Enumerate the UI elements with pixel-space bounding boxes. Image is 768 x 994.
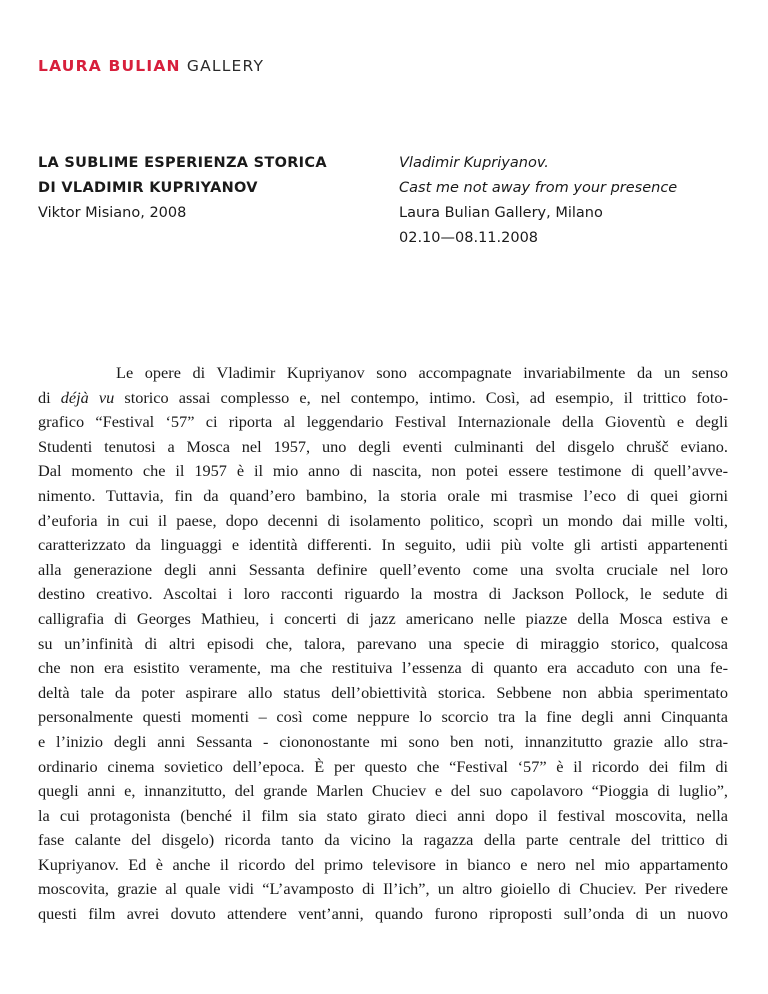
body-line: questi film avrei dovuto attendere vent’anni, quando furono riproposti sull’onda di un nuovo [38, 904, 728, 924]
body-line [38, 951, 728, 976]
body-line: moscovita, grazie al quale vidi “L’avamposto di Il’ich”, un altro gioiello di Chuciev. Per rivedere [38, 879, 728, 899]
body-line: Dal momento che il 1957 è il mio anno di nascita, non potei essere testimone di quell’avve- [38, 461, 728, 481]
body-line: Kupriyanov. Ed è anche il ricordo del primo televisore in bianco e nero nel mio appartamento [38, 854, 728, 874]
article-body [38, 361, 728, 976]
brand-suffix: GALLERY [180, 57, 265, 75]
body-line [38, 386, 728, 411]
body-line: su un’infinità di altri episodi che, talora, parevano una specie di miraggio storico, qualcosa [38, 633, 728, 653]
body-line: Studenti tenutosi a Mosca nel 1957, uno degli eventi culminanti del disgelo chrušč eviano. [38, 436, 728, 456]
body-line: d’euforia in cui il paese, dopo decenni di isolamento politico, scoprì un mondo dai mille volti, [38, 510, 728, 530]
exhibition-artist: Vladimir Kupriyanov. [399, 155, 549, 171]
body-line: quegli anni e, innanzitutto, del grande Marlen Chuciev e del suo capolavoro “Pioggia di luglio”, [38, 781, 728, 801]
body-line: destino creativo. Ascoltai i loro racconti riguardo la mostra di Jackson Pollock, le sedute di [38, 584, 728, 604]
article-title-line-1: LA SUBLIME ESPERIENZA STORICA [38, 155, 327, 171]
body-line [38, 927, 728, 952]
body-line: fase calante del disgelo) ricorda tanto da vicino la ragazza della parte centrale del trittico di [38, 830, 728, 850]
gallery-logo [38, 57, 264, 75]
article-heading [38, 151, 378, 226]
exhibition-venue: Laura Bulian Gallery, Milano [399, 205, 603, 221]
body-line: ordinario cinema sovietico dell’epoca. È per questo che “Festival ‘57” è il ricordo dei film di [38, 756, 728, 776]
brand-name: LAURA BULIAN [38, 57, 181, 75]
body-line: Le opere di Vladimir Kupriyanov sono accompagnate invariabilmente da un senso [116, 363, 728, 382]
body-line: calligrafia di Georges Mathieu, i concerti di jazz americano nelle piazze della Mosca estiva e [38, 608, 728, 628]
exhibition-title: Cast me not away from your presence [399, 180, 678, 196]
body-line: personalmente questi momenti – così come neppure lo scorcio tra la fine degli anni Cinquanta [38, 707, 728, 727]
exhibition-dates: 02.10—08.11.2008 [399, 230, 539, 246]
author-date: Viktor Misiano, 2008 [38, 205, 187, 221]
exhibition-info [399, 151, 759, 251]
body-text-fragment: storico assai complesso e, nel contempo, intimo. Così, ad esempio, il trittico foto- [114, 387, 728, 407]
body-line: deltà tale da poter aspirare allo status dell’obiettività storica. Sebbene non abbia sperimentato [38, 682, 728, 702]
body-line: grafico “Festival ‘57” ci riporta al leggendario Festival Internazionale della Gioventù e degli [38, 412, 728, 432]
italic-phrase: déjà vu [60, 387, 115, 407]
body-line: nimento. Tuttavia, fin da quand’ero bambino, la storia orale mi trasmise l’eco di quei giorni [38, 485, 728, 505]
body-line: caratterizzato da linguaggi e identità differenti. In seguito, udii più volte gli artisti appartenenti [38, 535, 728, 555]
article-title-line-2: DI VLADIMIR KUPRIYANOV [38, 180, 258, 196]
body-line: la cui protagonista (benché il film sia stato girato dieci anni dopo il festival moscovita, nella [38, 805, 728, 825]
body-line: che non era esistito veramente, ma che restituiva l’essenza di quanto era accaduto con una fe- [38, 658, 728, 678]
body-line: alla generazione degli anni Sessanta definire quell’evento come una svolta cruciale nel loro [38, 559, 728, 579]
body-text-fragment: di [38, 387, 61, 407]
body-line: e l’inizio degli anni Sessanta - ciononostante mi sono ben noti, innanzitutto grazie allo stra- [38, 731, 728, 751]
